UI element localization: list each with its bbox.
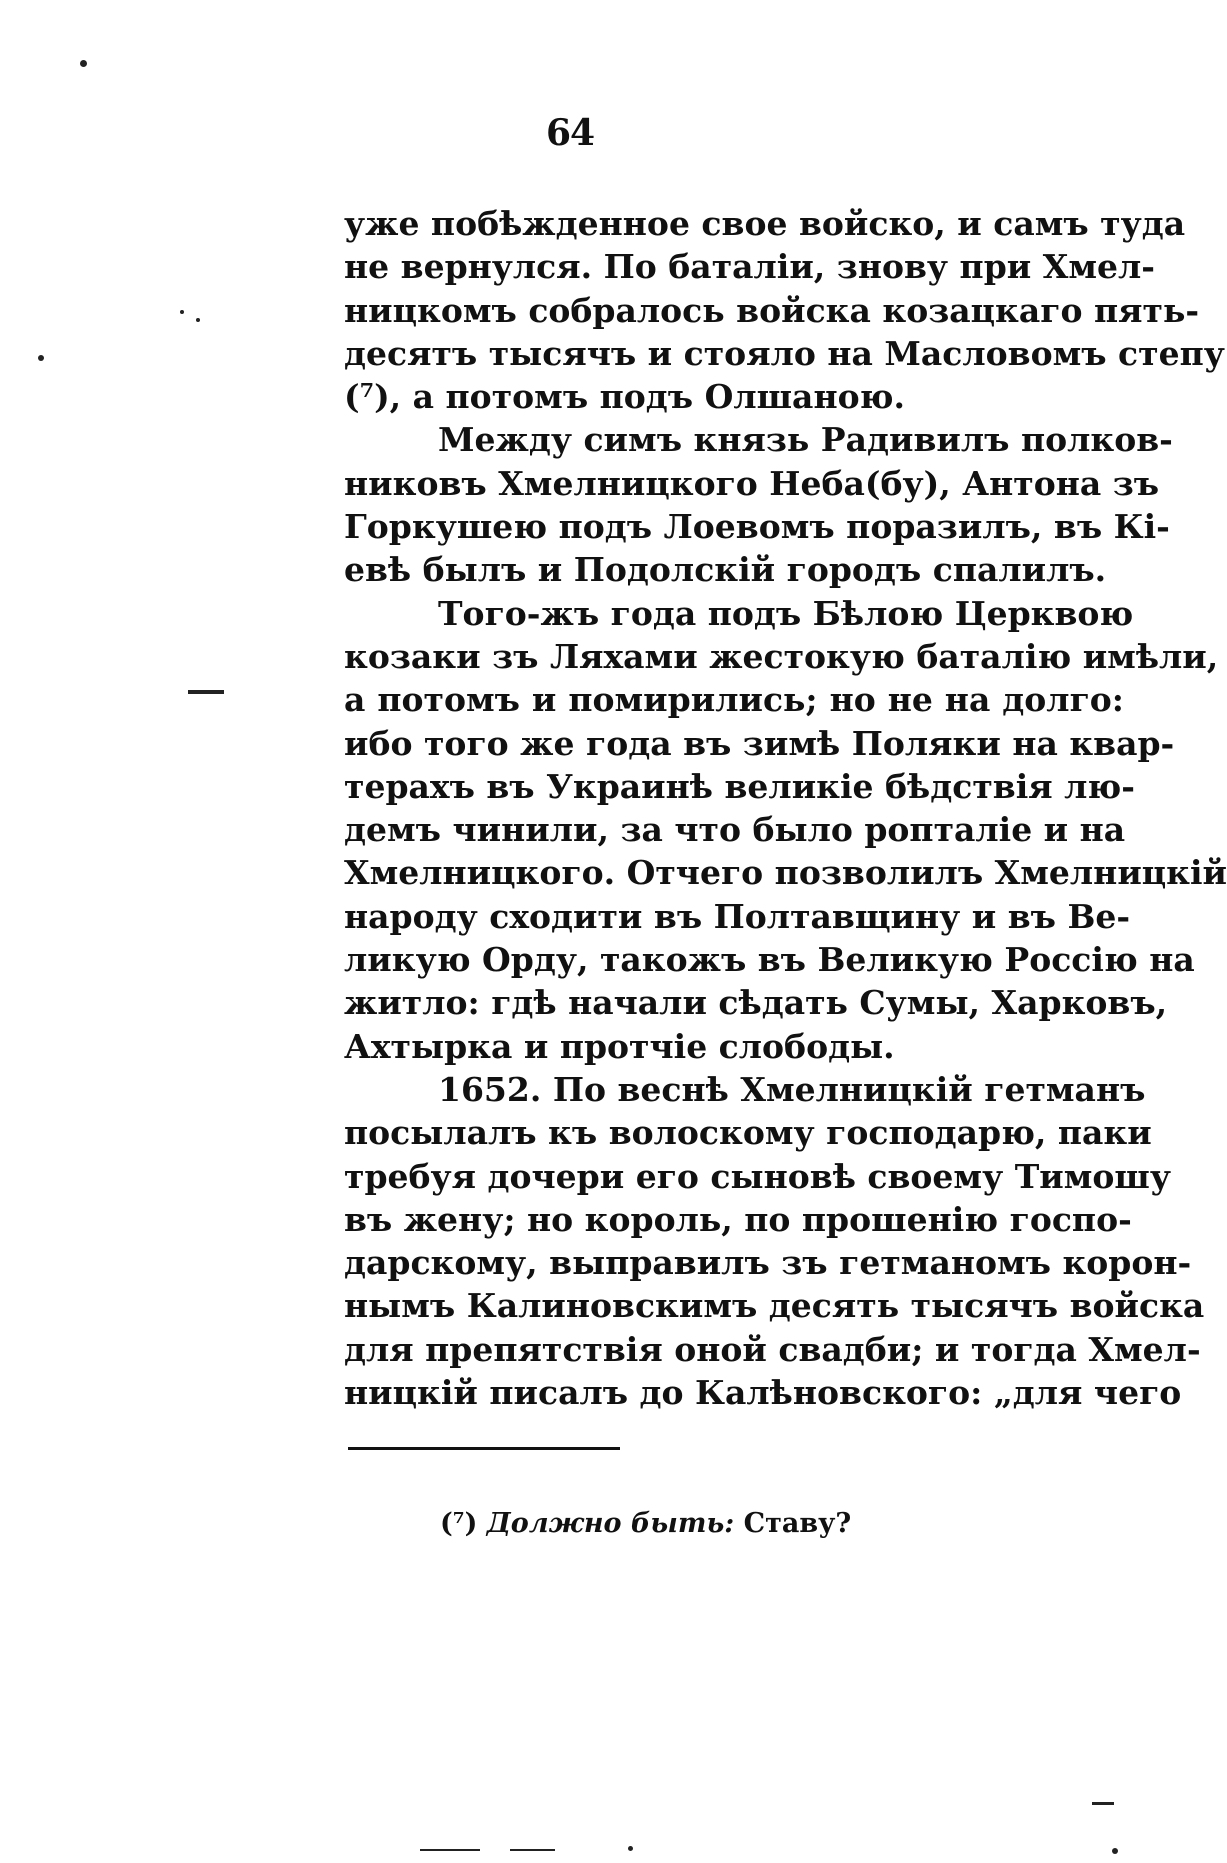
scan-speck	[38, 355, 44, 361]
text-line: для препятствія оной свадби; и тогда Хмел-	[344, 1329, 1201, 1369]
text-line: Между симъ князь Радивилъ полков-	[438, 420, 1173, 460]
scan-speck	[628, 1846, 633, 1851]
footnote-rule	[348, 1447, 620, 1450]
text-line: ницкій писалъ до Калѣновского: „для чего	[344, 1373, 1182, 1413]
scan-dash	[188, 690, 224, 694]
text-line: 1652. По веснѣ Хмелницкій гетманъ	[438, 1069, 1146, 1109]
text-line: козаки зъ Ляхами жестокую баталію имѣли,	[344, 636, 1219, 676]
text-line: терахъ въ Украинѣ великіе бѣдствія лю-	[344, 766, 1135, 806]
text-line: демъ чинили, за что было ропталіе и на	[344, 810, 1126, 850]
text-line: посылалъ къ волоскому господарю, паки	[344, 1113, 1152, 1153]
footnote-marker: (⁷)	[440, 1508, 478, 1539]
scan-dash	[1092, 1802, 1114, 1805]
text-line: (⁷), а потомъ подъ Олшаною.	[344, 377, 905, 417]
scan-dash	[510, 1849, 555, 1851]
scan-dash	[420, 1849, 480, 1851]
text-line: Того-жъ года подъ Бѣлою Церквою	[438, 593, 1134, 633]
text-line: Горкушею подъ Лоевомъ поразилъ, въ Кі-	[344, 507, 1170, 547]
text-line: требуя дочери его сыновѣ своему Тимошу	[344, 1156, 1171, 1196]
scan-speck	[196, 318, 200, 322]
text-line: Хмелницкого. Отчего позволилъ Хмелницкій	[344, 853, 1227, 893]
scan-speck	[80, 60, 87, 67]
text-line: евѣ былъ и Подолскій городъ спалилъ.	[344, 550, 1107, 590]
text-line: дарскому, выправилъ зъ гетманомъ корон-	[344, 1243, 1192, 1283]
scan-speck	[180, 310, 184, 314]
text-line: десятъ тысячъ и стояло на Масловомъ степу	[344, 333, 1225, 373]
text-line: уже побѣжденное свое войско, и самъ туда	[344, 204, 1186, 243]
scan-speck	[1112, 1848, 1118, 1854]
text-line: никовъ Хмелницкого Неба(бу), Антона зъ	[344, 463, 1160, 503]
text-line: ибо того же года въ зимѣ Поляки на квар-	[344, 723, 1175, 763]
main-text	[344, 202, 1227, 1414]
text-line: въ жену; но король, по прошенію госпо-	[344, 1199, 1132, 1239]
text-line: ликую Орду, такожъ въ Великую Россію на	[344, 940, 1195, 980]
text-line: не вернулся. По баталіи, знову при Хмел-	[344, 247, 1155, 287]
footnote	[440, 1508, 851, 1539]
page-number: 64	[545, 112, 595, 154]
text-line: житло: гдѣ начали сѣдать Сумы, Харковъ,	[344, 983, 1168, 1023]
text-line: а потомъ и помирились; но не на долго:	[344, 680, 1124, 720]
text-line: народу сходити въ Полтавщину и въ Ве-	[344, 896, 1131, 936]
text-line: нымъ Калиновскимъ десять тысячъ войска	[344, 1286, 1205, 1326]
text-line: Ахтырка и протчіе слободы.	[344, 1026, 895, 1066]
footnote-label: Должно быть:	[486, 1508, 735, 1539]
text-line: ницкомъ собралось войска козацкаго пять-	[344, 290, 1200, 330]
footnote-text: Ставу?	[743, 1508, 852, 1539]
